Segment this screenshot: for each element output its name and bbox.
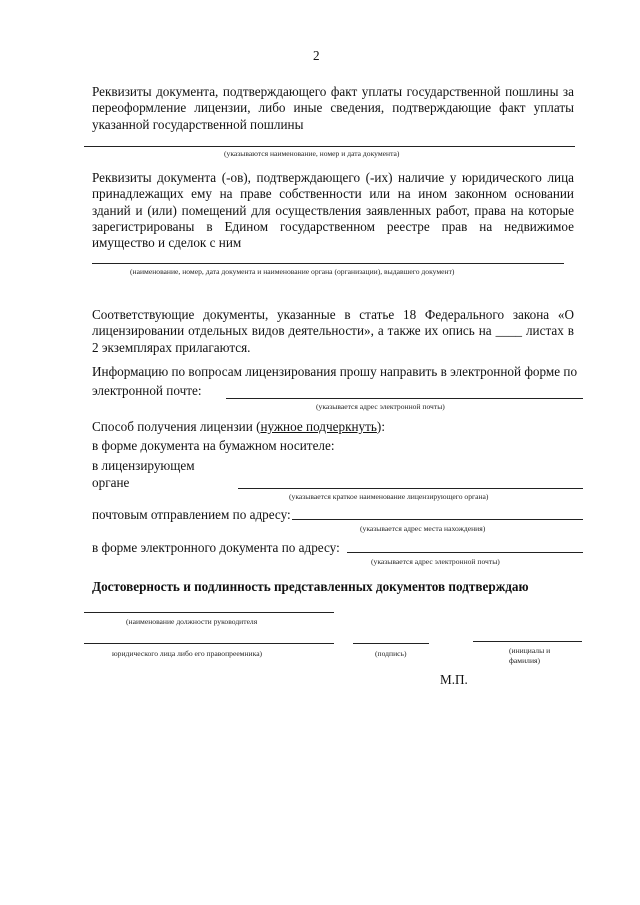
licensing-authority-option-line2[interactable]: органе bbox=[92, 475, 130, 490]
electronic-address-field[interactable] bbox=[347, 552, 583, 553]
postal-address-caption: (указывается адрес места нахождения) bbox=[360, 524, 486, 533]
head-position-caption: (наименование должности руководителя bbox=[126, 617, 258, 626]
initials-caption-line2: фамилия) bbox=[509, 656, 541, 665]
legal-entity-field[interactable] bbox=[84, 643, 334, 644]
email-info-line2: электронной почте: bbox=[92, 383, 202, 398]
electronic-document-option[interactable]: в форме электронного документа по адресу: bbox=[92, 540, 340, 555]
paper-form-option[interactable]: в форме документа на бумажном носителе: bbox=[92, 438, 335, 453]
signature-caption: (подпись) bbox=[375, 649, 407, 658]
email-address-caption: (указывается адрес электронной почты) bbox=[316, 402, 445, 411]
fee-payment-caption: (указываются наименование, номер и дата документа) bbox=[224, 149, 400, 158]
premises-documents-caption: (наименование, номер, дата документа и наименование органа (организации), выдавшего документ) bbox=[130, 267, 455, 276]
fee-payment-field[interactable] bbox=[84, 146, 575, 147]
head-position-field[interactable] bbox=[84, 612, 334, 613]
legal-entity-caption: юридического лица либо его правопреемника) bbox=[112, 649, 263, 658]
fee-payment-requisites-text: Реквизиты документа, подтверждающего факт уплаты государственной пошлины за переоформление лицензии, либо иные сведения, подтверждающие факт уплаты указанной государственной пошлины bbox=[92, 84, 574, 132]
by-post-option[interactable]: почтовым отправлением по адресу: bbox=[92, 507, 291, 522]
postal-address-field[interactable] bbox=[292, 519, 583, 520]
premises-documents-text: Реквизиты документа (-ов), подтверждающего (-их) наличие у юридического лица принадлежащих ему на праве собственности или на ином законном основании зданий и (или) помещений для осуществления заявленных работ, права на которые зарегистрированы в Едином государственном реестре прав на недвижимое имущество и сделок с ним bbox=[92, 170, 574, 251]
premises-documents-field[interactable] bbox=[92, 263, 564, 264]
signature-field[interactable] bbox=[353, 643, 429, 644]
license-receipt-method-title: Способ получения лицензии (нужное подчеркнуть): bbox=[92, 419, 385, 434]
attached-documents-text bbox=[92, 307, 574, 356]
initials-caption-line1: (инициалы и bbox=[509, 646, 551, 655]
electronic-address-caption: (указывается адрес электронной почты) bbox=[371, 557, 500, 566]
stamp-place-label: М.П. bbox=[440, 672, 468, 687]
initials-surname-field[interactable] bbox=[473, 641, 582, 642]
authenticity-confirmation-text: Достоверность и подлинность представленных документов подтверждаю bbox=[92, 579, 529, 594]
attached-documents-text-after: листах в 2 экземплярах прилагаются. bbox=[92, 323, 575, 355]
attached-documents-text-before: Соответствующие документы, указанные в статье 18 Федерального закона «О лицензировании отдельных видов деятельности», а также их опись на bbox=[92, 307, 574, 339]
sheets-count-blank[interactable]: ____ bbox=[495, 323, 522, 339]
email-address-field[interactable] bbox=[226, 398, 583, 399]
page-number: 2 bbox=[313, 48, 320, 63]
licensing-authority-option-line1[interactable]: в лицензирующем bbox=[92, 458, 195, 473]
licensing-authority-caption: (указывается краткое наименование лицензирующего органа) bbox=[289, 492, 489, 501]
licensing-authority-field[interactable] bbox=[238, 488, 583, 489]
email-info-line1: Информацию по вопросам лицензирования прошу направить в электронной форме по bbox=[92, 364, 578, 379]
